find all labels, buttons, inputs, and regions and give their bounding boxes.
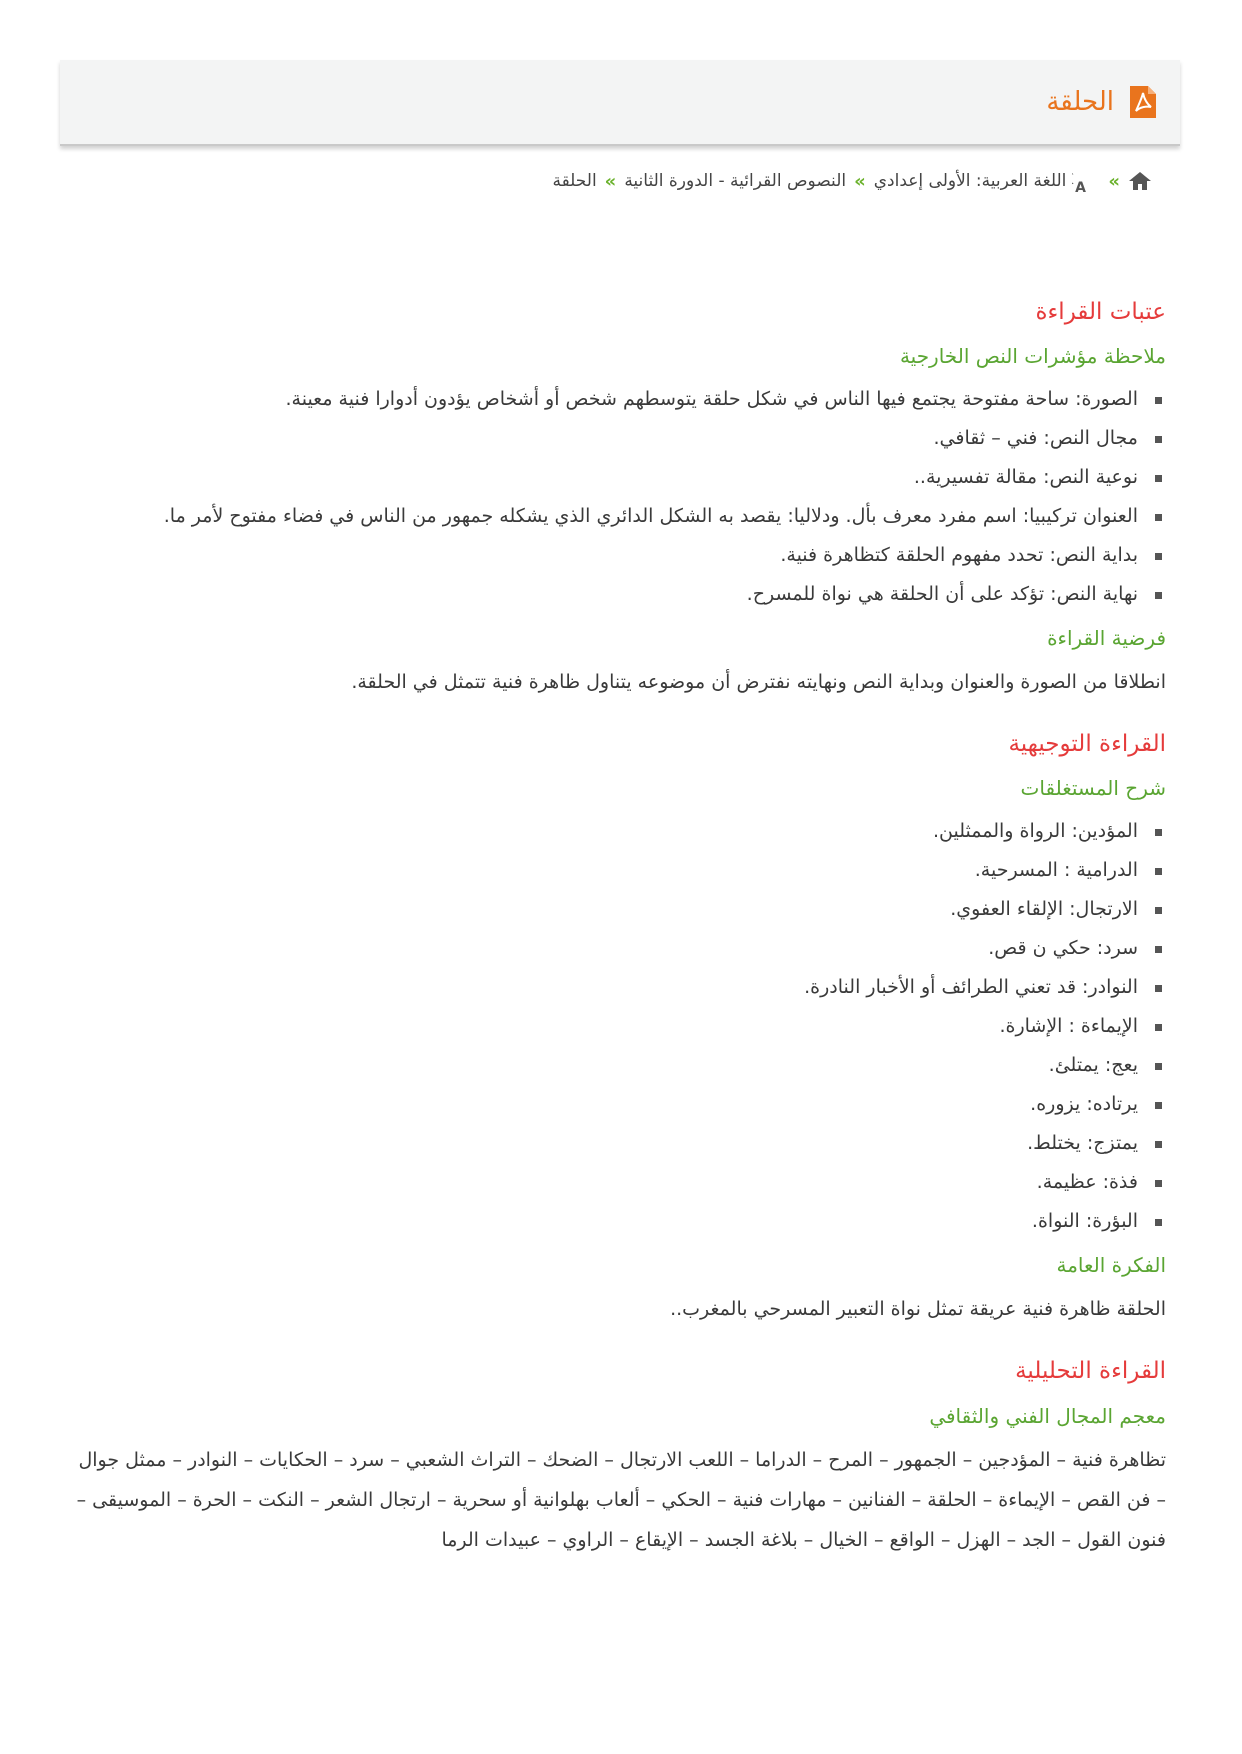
sub-heading: الفكرة العامة: [1056, 1253, 1166, 1278]
list-item: الدرامية : المسرحية.: [66, 851, 1166, 890]
article-content: [66, 296, 1166, 1586]
list-item: نهاية النص: تؤكد على أن الحلقة هي نواة للمسرح.: [66, 575, 1166, 614]
sub-heading: فرضية القراءة: [1047, 626, 1166, 651]
section-heading: القراءة التحليلية: [1015, 1358, 1166, 1385]
indicators-list: [66, 380, 1166, 614]
paragraph: الحلقة ظاهرة فنية عريقة تمثل نواة التعبير المسرحي بالمغرب..: [670, 1298, 1166, 1321]
section-heading: عتبات القراءة: [1035, 299, 1166, 325]
list-item: الصورة: ساحة مفتوحة يجتمع فيها الناس في شكل حلقة يتوسطهم شخص أو أشخاص يؤدون أدوارا فنية معينة.: [66, 380, 1166, 419]
breadcrumb-separator: »: [854, 170, 866, 192]
svg-text:文: [1072, 171, 1074, 187]
breadcrumb-separator: »: [1108, 170, 1120, 192]
paragraph: تظاهرة فنية – المؤدجين – الجمهور – المرح – الدراما – اللعب الارتجال – الضحك – التراث الشعبي – سرد – الحكايات – النوادر – ممثل جوال – فن القص – الإيماءة – الحلقة – الفنانين – مهارات فنية – الحكي – ألعاب بهلوانية أو سحرية – ارتجال الشعر – النكت – الحرة – الموسيقى – فنون القول – الجد – الهزل – الواقع – الخيال – بلاغة الجسد – الإيقاع – الراوي – عبيدات الرما: [76, 1448, 1166, 1551]
list-item: يرتاده: يزوره.: [66, 1085, 1166, 1124]
list-item: الارتجال: الإلقاء العفوي.: [66, 890, 1166, 929]
list-item: مجال النص: فني – ثقافي.: [66, 419, 1166, 458]
page-title: الحلقة: [1046, 87, 1114, 117]
title-bar: [60, 60, 1180, 146]
home-icon[interactable]: [1128, 170, 1152, 192]
list-item: سرد: حكي ن قص.: [66, 929, 1166, 968]
breadcrumb-item-category[interactable]: النصوص القرائية - الدورة الثانية: [624, 171, 847, 191]
section-analytical-reading: [66, 1355, 1166, 1559]
list-item: المؤدين: الرواة والممثلين.: [66, 812, 1166, 851]
list-item: يعج: يمتلئ.: [66, 1046, 1166, 1085]
vocabulary-list: [66, 812, 1166, 1241]
list-item: فذة: عظيمة.: [66, 1163, 1166, 1202]
breadcrumb: [552, 168, 1152, 194]
translate-icon: [1072, 168, 1100, 194]
list-item: النوادر: قد تعني الطرائف أو الأخبار النادرة.: [66, 968, 1166, 1007]
list-item: العنوان تركيبيا: اسم مفرد معرف بأل. ودلاليا: يقصد به الشكل الدائري الذي يشكله جمهور من الناس في فضاء مفتوح لأمر ما.: [66, 497, 1166, 536]
sub-heading: شرح المستغلقات: [1020, 776, 1166, 801]
list-item: البؤرة: النواة.: [66, 1202, 1166, 1241]
paragraph: انطلاقا من الصورة والعنوان وبداية النص ونهايته نفترض أن موضوعه يتناول ظاهرة فنية تتمثل في الحلقة.: [351, 671, 1166, 694]
section-guided-reading: [66, 728, 1166, 1329]
breadcrumb-separator: »: [604, 170, 617, 192]
section-reading-thresholds: [66, 296, 1166, 702]
sub-heading: ملاحظة مؤشرات النص الخارجية: [899, 344, 1166, 369]
list-item: نوعية النص: مقالة تفسيرية..: [66, 458, 1166, 497]
list-item: يمتزج: يختلط.: [66, 1124, 1166, 1163]
breadcrumb-item-current: الحلقة: [552, 171, 597, 191]
list-item: الإيماءة : الإشارة.: [66, 1007, 1166, 1046]
list-item: بداية النص: تحدد مفهوم الحلقة كتظاهرة فنية.: [66, 536, 1166, 575]
pdf-icon[interactable]: [1128, 84, 1158, 120]
section-heading: القراءة التوجيهية: [1008, 731, 1166, 758]
breadcrumb-item-subject[interactable]: اللغة العربية: الأولى إعدادي: [873, 171, 1067, 191]
sub-heading: معجم المجال الفني والثقافي: [929, 1403, 1166, 1428]
svg-text:A: A: [1075, 180, 1087, 194]
